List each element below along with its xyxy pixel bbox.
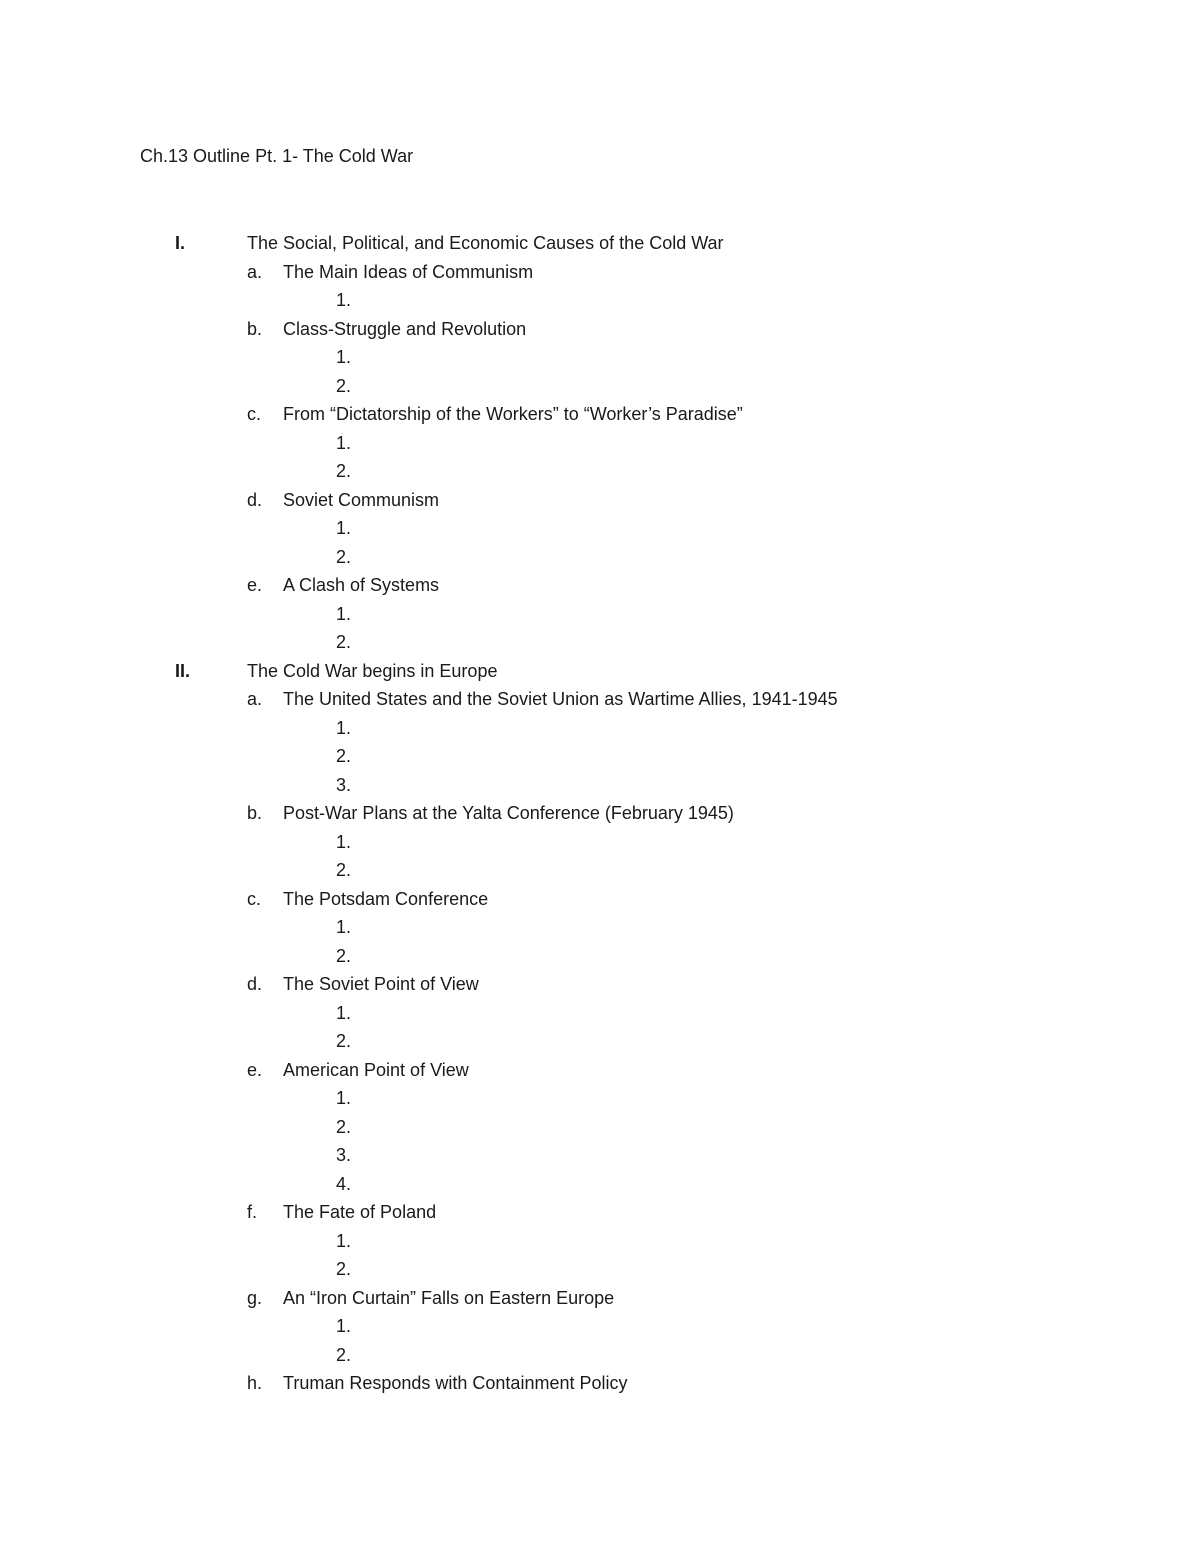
subsection-heading bbox=[0, 1198, 1200, 1227]
outline-point bbox=[0, 913, 1200, 942]
outline bbox=[0, 229, 1200, 1398]
outline-point bbox=[0, 856, 1200, 885]
outline-point bbox=[0, 942, 1200, 971]
outline-point bbox=[0, 343, 1200, 372]
section-heading-text: The Social, Political, and Economic Causes of the Cold War bbox=[247, 233, 724, 253]
subsection-marker: b. bbox=[247, 803, 263, 823]
subsection-marker: a. bbox=[247, 261, 263, 282]
point-marker: 1. bbox=[336, 1230, 352, 1251]
point-marker: 2. bbox=[336, 375, 352, 396]
subsection-marker: e. bbox=[247, 1059, 263, 1080]
outline-point bbox=[0, 828, 1200, 857]
outline-point bbox=[0, 1141, 1200, 1170]
outline-point bbox=[0, 1113, 1200, 1142]
section-heading-text: The Cold War begins in Europe bbox=[247, 660, 498, 681]
subsection-heading bbox=[0, 685, 1200, 714]
subsection-heading bbox=[0, 486, 1200, 515]
subsection-heading-text: An “Iron Curtain” Falls on Eastern Europe bbox=[283, 1287, 615, 1308]
point-marker: 2. bbox=[336, 632, 352, 652]
subsection-marker: b. bbox=[247, 318, 263, 339]
outline-point bbox=[0, 742, 1200, 771]
point-marker: 2. bbox=[336, 1344, 352, 1365]
subsection-heading-text: The United States and the Soviet Union as Wartime Allies, 1941-1945 bbox=[283, 689, 838, 709]
point-marker: 2. bbox=[336, 1116, 352, 1137]
point-marker: 2. bbox=[336, 546, 352, 567]
subsection-heading bbox=[0, 799, 1200, 828]
subsection-heading-text: Class-Struggle and Revolution bbox=[283, 318, 527, 339]
point-marker: 1. bbox=[336, 1088, 352, 1108]
outline-point bbox=[0, 1341, 1200, 1370]
outline-point bbox=[0, 1084, 1200, 1113]
outline-point bbox=[0, 714, 1200, 743]
subsection-heading-text: American Point of View bbox=[283, 1059, 469, 1080]
point-marker: 1. bbox=[336, 518, 352, 538]
outline-point bbox=[0, 771, 1200, 800]
subsection-heading bbox=[0, 1284, 1200, 1313]
outline-point bbox=[0, 372, 1200, 401]
outline-point bbox=[0, 457, 1200, 486]
outline-point bbox=[0, 1227, 1200, 1256]
subsection-heading bbox=[0, 970, 1200, 999]
outline-point bbox=[0, 1255, 1200, 1284]
outline-point bbox=[0, 1027, 1200, 1056]
subsection-heading bbox=[0, 315, 1200, 344]
outline-point bbox=[0, 543, 1200, 572]
point-marker: 2. bbox=[336, 860, 352, 880]
point-marker: 2. bbox=[336, 746, 352, 766]
point-marker: 1. bbox=[336, 717, 352, 738]
subsection-heading-text: Soviet Communism bbox=[283, 489, 440, 510]
subsection-heading bbox=[0, 1369, 1200, 1398]
subsection-heading bbox=[0, 258, 1200, 287]
outline-point bbox=[0, 628, 1200, 657]
point-marker: 3. bbox=[336, 1145, 352, 1165]
point-marker: 1. bbox=[336, 290, 352, 310]
subsection-heading-text: Truman Responds with Containment Policy bbox=[283, 1373, 628, 1393]
outline-point bbox=[0, 1170, 1200, 1199]
point-marker: 1. bbox=[336, 603, 352, 624]
subsection-marker: h. bbox=[247, 1373, 263, 1393]
point-marker: 1. bbox=[336, 917, 352, 937]
point-marker: 3. bbox=[336, 774, 352, 795]
subsection-heading bbox=[0, 400, 1200, 429]
subsection-marker: e. bbox=[247, 575, 263, 595]
outline-point bbox=[0, 600, 1200, 629]
subsection-heading bbox=[0, 571, 1200, 600]
outline-point bbox=[0, 429, 1200, 458]
subsection-heading-text: Post-War Plans at the Yalta Conference (February 1945) bbox=[283, 803, 734, 823]
section-marker: II. bbox=[175, 660, 191, 681]
subsection-marker: a. bbox=[247, 689, 263, 709]
point-marker: 1. bbox=[336, 347, 352, 367]
subsection-heading-text: A Clash of Systems bbox=[283, 575, 440, 595]
point-marker: 2. bbox=[336, 945, 352, 966]
subsection-marker: c. bbox=[247, 404, 262, 424]
subsection-marker: d. bbox=[247, 974, 263, 994]
point-marker: 1. bbox=[336, 1316, 352, 1336]
subsection-heading-text: The Main Ideas of Communism bbox=[283, 261, 534, 282]
outline-point bbox=[0, 286, 1200, 315]
point-marker: 1. bbox=[336, 1002, 352, 1023]
subsection-heading-text: From “Dictatorship of the Workers” to “Worker’s Paradise” bbox=[283, 404, 743, 424]
point-marker: 2. bbox=[336, 1259, 352, 1279]
subsection-marker: f. bbox=[247, 1202, 258, 1222]
outline-point bbox=[0, 1312, 1200, 1341]
section-heading bbox=[0, 229, 1200, 258]
section-marker: I. bbox=[175, 233, 186, 253]
point-marker: 4. bbox=[336, 1173, 352, 1194]
page-title: Ch.13 Outline Pt. 1- The Cold War bbox=[140, 146, 414, 166]
point-marker: 1. bbox=[336, 831, 352, 852]
outline-point bbox=[0, 514, 1200, 543]
subsection-marker: d. bbox=[247, 489, 263, 510]
point-marker: 1. bbox=[336, 432, 352, 453]
point-marker: 2. bbox=[336, 1031, 352, 1051]
section-heading bbox=[0, 657, 1200, 686]
subsection-heading-text: The Soviet Point of View bbox=[283, 974, 479, 994]
subsection-marker: g. bbox=[247, 1287, 263, 1308]
subsection-heading bbox=[0, 1056, 1200, 1085]
subsection-heading bbox=[0, 885, 1200, 914]
subsection-heading-text: The Fate of Poland bbox=[283, 1202, 437, 1222]
point-marker: 2. bbox=[336, 461, 352, 481]
subsection-heading-text: The Potsdam Conference bbox=[283, 888, 489, 909]
outline-point bbox=[0, 999, 1200, 1028]
subsection-marker: c. bbox=[247, 888, 262, 909]
